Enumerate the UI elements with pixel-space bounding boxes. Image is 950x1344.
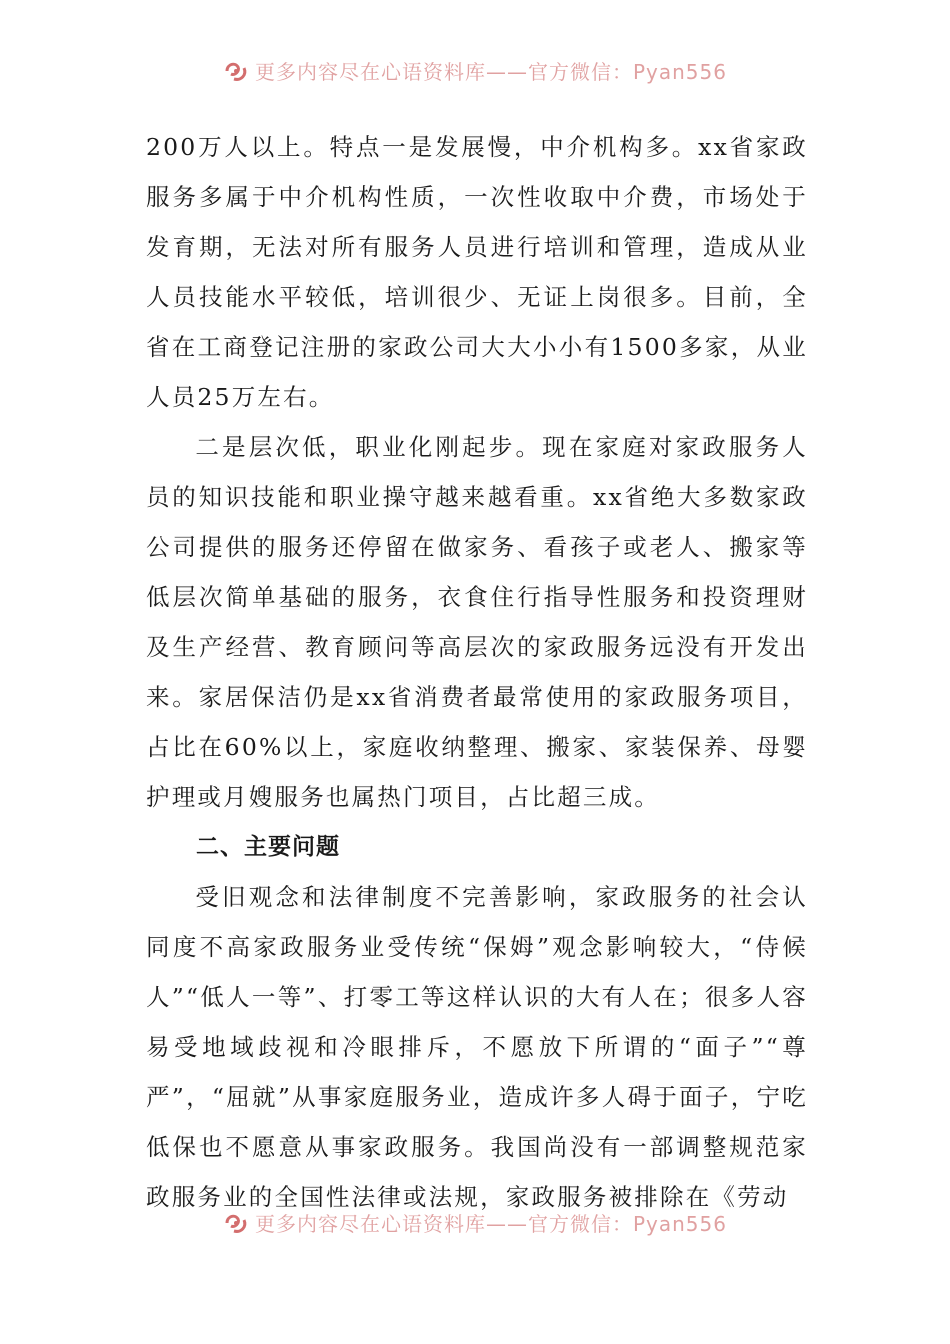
paragraph-1: 200万人以上。特点一是发展慢，中介机构多。xx省家政服务多属于中介机构性质，一次性收取中介费，市场处于发育期，无法对所有服务人员进行培训和管理，造成从业人员技能水平较低，培训很少、无证上岗很多。目前，全省在工商登记注册的家政公司大大小小有1500多家，从业人员25万左右。 [146,133,808,411]
paragraph-2: 二是层次低，职业化刚起步。现在家庭对家政服务人员的知识技能和职业操守越来越看重。xx省绝大多数家政公司提供的服务还停留在做家务、看孩子或老人、搬家等低层次简单基础的服务，衣食住行指导性服务和投资理财及生产经营、教育顾问等高层次的家政服务远没有开发出来。家居保洁仍是xx省消费者最常使用的家政服务项目，占比在60%以上，家庭收纳整理、搬家、家装保养、母婴护理或月嫂服务也属热门项目，占比超三成。 [146,433,808,811]
watermark-header [0,56,950,85]
watermark-text: 更多内容尽在心语资料库——官方微信：Pyan556 [254,1212,727,1236]
document-body [146,122,808,1222]
brand-logo-icon [223,59,249,83]
watermark-text: 更多内容尽在心语资料库——官方微信：Pyan556 [254,60,727,84]
section-heading: 二、主要问题 [196,834,340,860]
watermark-footer [0,1208,950,1237]
paragraph-3: 受旧观念和法律制度不完善影响，家政服务的社会认同度不高家政服务业受传统“保姆”观念影响较大，“侍候人”“低人一等”、打零工等这样认识的大有人在；很多人容易受地域歧视和冷眼排斥，不愿放下所谓的“面子”“尊严”，“屈就”从事家庭服务业，造成许多人碍于面子，宁吃低保也不愿意从事家政服务。我国尚没有一部调整规范家政服务业的全国性法律或法规，家政服务被排除在《劳动 [146,883,808,1211]
brand-logo-icon [223,1211,249,1235]
